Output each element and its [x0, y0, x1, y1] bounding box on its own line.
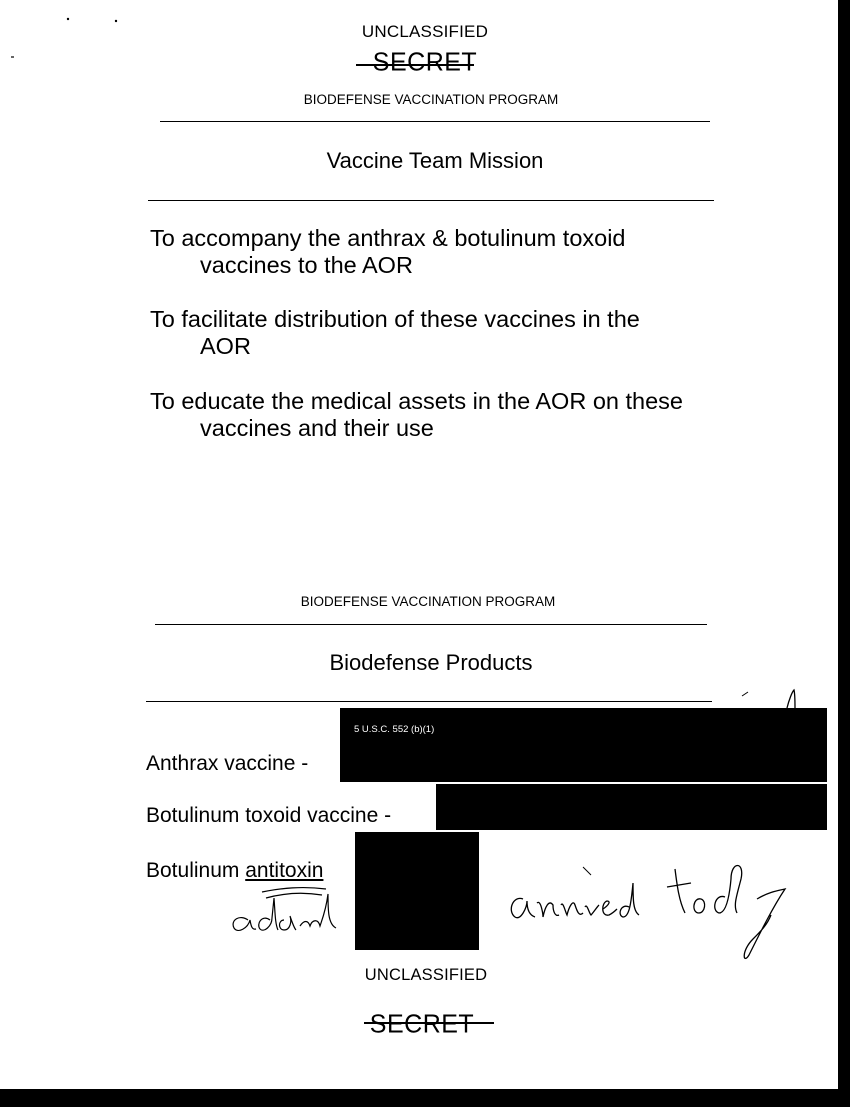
classification-top: UNCLASSIFIED: [361, 22, 489, 41]
redaction-block-anthrax: [340, 708, 827, 782]
rule-top-2: [148, 200, 714, 201]
bullet-line-continued: vaccines to the AOR: [200, 252, 413, 278]
stamp-strikethrough-top: [356, 64, 474, 66]
rule-bottom-1: [155, 624, 707, 625]
mission-bullet-2: [150, 306, 750, 360]
stamp-strikethrough-bottom: [364, 1022, 494, 1024]
secret-stamp-bottom: SECRET: [369, 1009, 475, 1039]
bullet-line-continued: vaccines and their use: [200, 415, 434, 441]
mission-bullet-1: [150, 225, 750, 279]
redaction-block-antitoxin: [355, 832, 479, 950]
secret-stamp-top: SECRET: [372, 47, 478, 77]
redaction-block-botulinum-toxoid: [436, 784, 827, 830]
handwriting-arrived-today: [505, 855, 805, 970]
slide-title-products: Biodefense Products: [329, 650, 533, 675]
handwriting-added: [222, 880, 362, 940]
rule-bottom-2: [146, 701, 712, 702]
product-anthrax-vaccine: Anthrax vaccine -: [146, 752, 309, 775]
product-name-underlined: antitoxin: [245, 859, 324, 882]
scan-border-right: [838, 0, 850, 1107]
redaction-exemption-label: 5 U.S.C. 552 (b)(1): [354, 724, 435, 735]
scan-specks: [0, 0, 140, 70]
bullet-line: To accompany the anthrax & botulinum toxoid: [150, 225, 626, 251]
product-botulinum-toxoid-vaccine: Botulinum toxoid vaccine -: [146, 804, 392, 827]
product-name: Botulinum: [146, 859, 246, 882]
program-heading-bottom: BIODEFENSE VACCINATION PROGRAM: [300, 594, 556, 609]
classification-bottom: UNCLASSIFIED: [364, 966, 488, 984]
program-heading-top: BIODEFENSE VACCINATION PROGRAM: [303, 92, 559, 107]
rule-top-1: [160, 121, 710, 122]
slide-title-mission: Vaccine Team Mission: [326, 148, 544, 173]
mission-bullet-3: [150, 388, 750, 442]
scan-border-bottom: [0, 1089, 850, 1107]
bullet-line: To educate the medical assets in the AOR on these: [150, 388, 683, 414]
bullet-line: To facilitate distribution of these vaccines in the: [150, 306, 640, 332]
bullet-line-continued: AOR: [200, 333, 251, 359]
